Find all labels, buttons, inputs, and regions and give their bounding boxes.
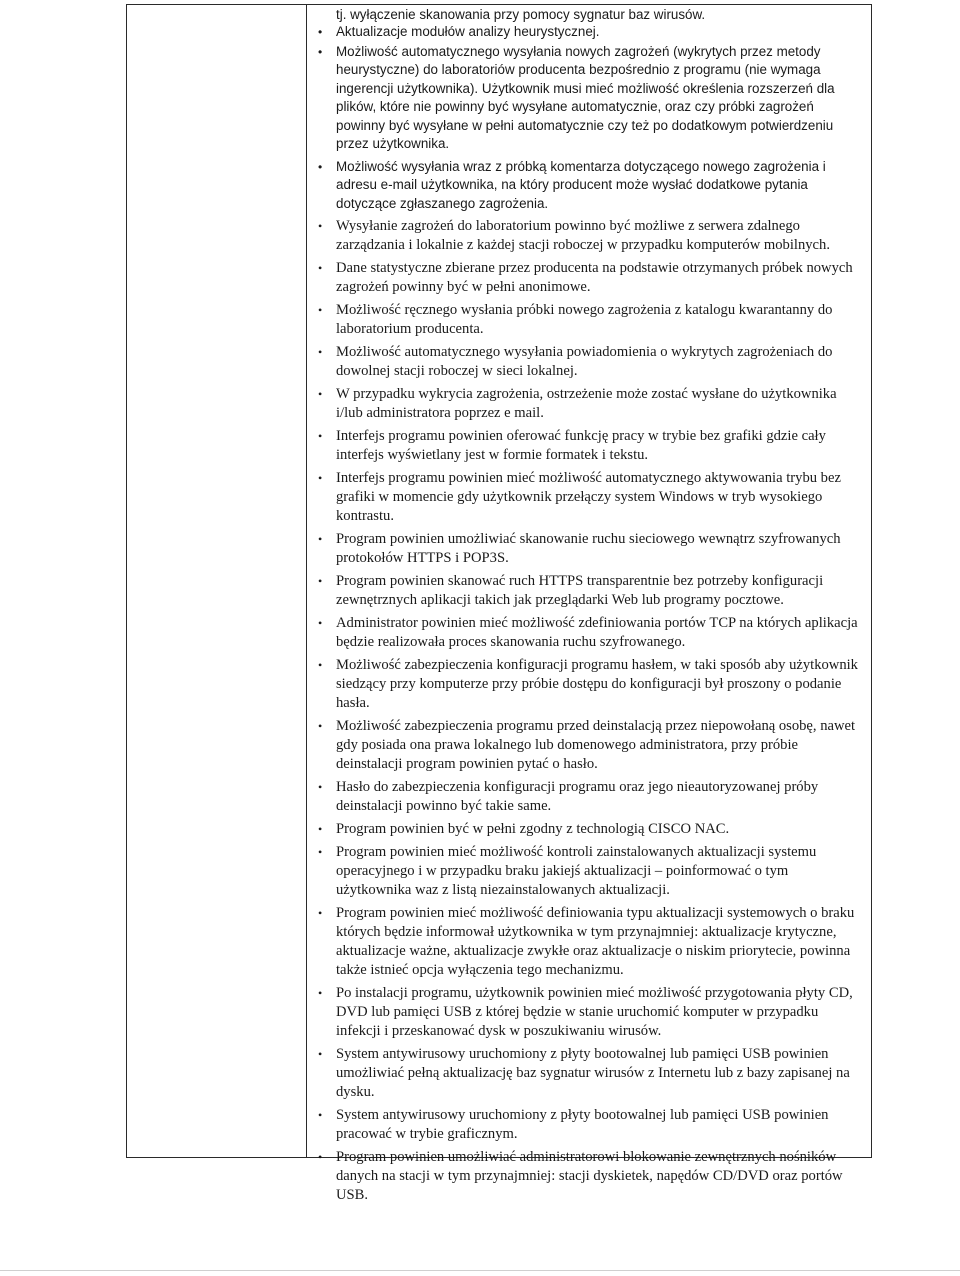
list-item: • Program powinien skanować ruch HTTPS transparentnie bez potrzeby konfiguracji zewnętrznych aplikacji takich jak przeglądarki Web lub programy pocztowe. [318,573,824,608]
list-item: • Hasło do zabezpieczenia konfiguracji programu oraz jego nieautoryzowanej próby deinstalacji powinno być takie same. [318,779,819,814]
bullet-icon: • [318,387,323,401]
list-item: • Po instalacji programu, użytkownik powinien mieć możliwość przygotowania płyty CD, DVD lub pamięci USB z której będzie w stanie uruchomić komputer w przypadku infekcji i przeskanować dysk w poszukiwaniu wirusów. [318,985,853,1039]
list-item: • Program powinien umożliwiać administratorowi blokowanie zewnętrznych nośników danych na stacji w tym przynajmniej: stacji dyskietek, napędów CD/DVD oraz portów USB. [318,1149,843,1203]
bullet-icon: • [318,429,323,443]
intro-text: tj. wyłączenie skanowania przy pomocy sygnatur baz wirusów. [336,7,706,22]
bullet-icon: • [318,25,323,39]
list-item: • Program powinien mieć możliwość kontroli zainstalowanych aktualizacji systemu operacyjnego i w przypadku braku jakiejś aktualizacji – poinformować o tym użytkownika waz z listą niezainstalowanych aktualizacji. [318,844,817,898]
list-item: • Administrator powinien mieć możliwość zdefiniowania portów TCP na których aplikacja będzie realizowała proces skanowania ruchu szyfrowanego. [318,615,858,650]
list-item: • System antywirusowy uruchomiony z płyty bootowalnej lub pamięci USB powinien umożliwiać pełną aktualizację baz sygnatur wirusów z Internetu lub z bazy zapisanej na dysku. [318,1046,850,1100]
page-footer-rule [0,1270,960,1271]
bullet-icon: • [318,1108,323,1122]
bullet-icon: • [318,303,323,317]
bullet-icon: • [318,44,323,59]
list-item: • Aktualizacje modułów analizy heurystycznej. [318,23,866,42]
list-item: • Interfejs programu powinien mieć możliwość automatycznego aktywowania trybu bez grafiki w momencie gdy użytkownik przełączy system Windows w tryb wysokiego kontrastu. [318,470,841,524]
table-right-border [871,4,872,1158]
list-item: • Możliwość ręcznego wysłania próbki nowego zagrożenia z katalogu kwarantanny do laboratorium producenta. [318,302,833,337]
bullet-icon: • [318,1150,323,1164]
list-item: • Interfejs programu powinien oferować funkcję pracy w trybie bez grafiki gdzie cały interfejs wyświetlany jest w formie formatek i tekstu. [318,428,826,463]
bullet-icon: • [318,616,323,630]
list-item: • W przypadku wykrycia zagrożenia, ostrzeżenie może zostać wysłane do użytkownika i/lub administratora poprzez e mail. [318,386,837,421]
bullet-icon: • [318,658,323,672]
bullet-icon: • [318,719,323,733]
table-top-border [126,4,872,5]
list-item: • Możliwość zabezpieczenia programu przed deinstalacją przez niepowołaną osobę, nawet gdy posiada ona prawa lokalnego lub domenowego administratora, przy próbie deinstalacji program powinien pytać o hasło. [318,718,856,772]
bullet-icon: • [318,1047,323,1061]
list-item: • Możliwość automatycznego wysyłania nowych zagrożeń (wykrytych przez metody heurystyczne) do laboratoriów producenta bezpośrednio z programu (nie wymaga ingerencji użytkownika). Użytkownik musi mieć możliwość określenia rozszerzeń dla plików, które nie powinny być wysyłane automatycznie, oraz czy próbki zagrożeń powinny być wysyłane w pełni automatycznie czy też po dodatkowym potwierdzeniu przez użytkownika. [318,43,835,151]
list-item: • Program powinien mieć możliwość definiowania typu aktualizacji systemowych o braku których będzie informował użytkownika w tym przynajmniej: aktualizacje krytyczne, aktualizacje ważne, aktualizacje zwykłe oraz aktualizacje o niskim priorytecie, powinna także istnieć opcja wyłączenia tego mechanizmu. [318,905,855,978]
list-item: • Wysyłanie zagrożeń do laboratorium powinno być możliwe z serwera zdalnego zarządzania i lokalnie z każdej stacji roboczej w przypadku komputerów mobilnych. [318,218,830,253]
bullet-icon: • [318,219,323,233]
list-item: • Możliwość zabezpieczenia konfiguracji programu hasłem, w taki sposób aby użytkownik siedzący przy komputerze przy próbie dostępu do konfiguracji był proszony o podanie hasła. [318,657,858,711]
bullet-icon: • [318,574,323,588]
bullet-icon: • [318,471,323,485]
table-left-border [126,4,127,1158]
bullet-icon: • [318,532,323,546]
requirements-list [318,23,866,1205]
list-item: • Możliwość automatycznego wysyłania powiadomienia o wykrytych zagrożeniach do dowolnej stacji roboczej w sieci lokalnej. [318,344,833,379]
list-item: • Możliwość wysyłania wraz z próbką komentarza dotyczącego nowego zagrożenia i adresu e-mail użytkownika, na który producent może wysłać dodatkowe pytania dotyczące zgłaszanego zagrożenia. [318,158,826,211]
list-item: • Program powinien być w pełni zgodny z technologią CISCO NAC. [318,821,730,837]
bullet-icon: • [318,986,323,1000]
table-column-divider [306,4,307,1158]
bullet-icon: • [318,345,323,359]
bullet-icon: • [318,159,323,174]
list-item: • Dane statystyczne zbierane przez producenta na podstawie otrzymanych próbek nowych zagrożeń powinny być w pełni anonimowe. [318,260,853,295]
bullet-icon: • [318,261,323,275]
requirements-cell [318,6,866,1209]
list-item: • Program powinien umożliwiać skanowanie ruchu sieciowego wewnątrz szyfrowanych protokołów HTTPS i POP3S. [318,531,841,566]
bullet-icon: • [318,780,323,794]
bullet-icon: • [318,906,323,920]
list-item: • System antywirusowy uruchomiony z płyty bootowalnej lub pamięci USB powinien pracować w trybie graficznym. [318,1107,829,1142]
bullet-icon: • [318,845,323,859]
bullet-icon: • [318,822,323,836]
